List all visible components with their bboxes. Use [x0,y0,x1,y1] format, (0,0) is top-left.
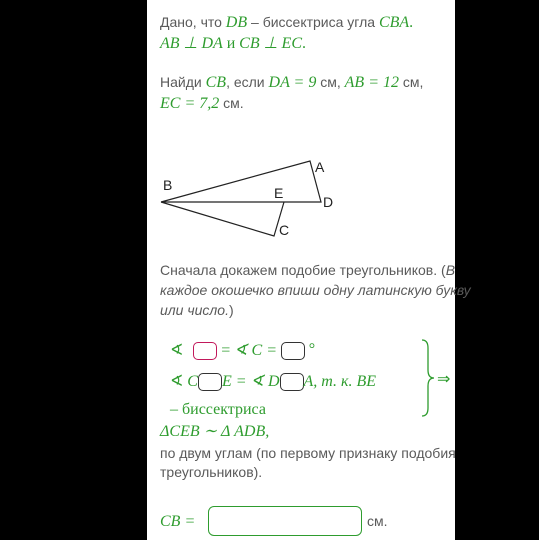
find-unit-1: см, [320,74,341,90]
proof-line-2 [170,371,376,392]
angle-symbol-1: ∢ [170,342,184,359]
angle-input-3[interactable] [280,373,304,391]
find-cb: CB [205,74,227,91]
perp-line [160,33,306,54]
proof-line-1 [170,340,315,361]
triangle-abd [161,161,321,202]
find-if: , если [226,74,265,90]
angle-input-2[interactable] [198,373,222,391]
given-cba: CBA [378,14,410,31]
triangle-ceb [161,202,284,236]
instruction-italic-3: или число. [160,302,229,318]
implies-symbol: ⇒ [437,371,451,388]
instruction-line-1 [160,260,455,280]
instruction-line-2: каждое окошечко впиши одну латинскую букву [160,282,471,298]
label-d: D [323,194,334,210]
implies-arrow [437,369,450,390]
find-unit-2: см, [402,74,424,90]
proof-line-3 [170,399,266,420]
perp-dot: . [301,35,306,52]
answer-input[interactable] [208,506,362,536]
angle-c-eq: ∢ C = [234,342,277,359]
angle-e-eq: E = ∢ D [221,373,280,390]
find-prefix: Найди [160,74,202,90]
find-da: DA = 9 [268,74,317,91]
find-line-2 [160,93,244,114]
label-e: E [274,185,284,201]
bisector-text: – биссектриса [170,401,266,418]
given-db: DB [225,14,248,31]
perp-and: и [226,35,236,52]
given-prefix: Дано, что [160,14,222,30]
find-unit-3: см. [223,95,244,111]
degree-symbol: ° [308,341,316,358]
answer-unit: см. [367,513,388,529]
angle-input-1[interactable] [193,342,217,360]
perp-ab-da: AB ⊥ DA [160,35,223,52]
given-bisector-text: – биссектриса угла [251,14,376,30]
instruction-line-3 [160,300,234,320]
angle-c-letter: C [187,373,198,390]
perp-cb-ec: CB ⊥ EC [239,35,302,52]
given-line [160,12,413,33]
answer-label-line [160,511,195,532]
answer-label: CB = [160,513,196,530]
eq-1: = [221,342,231,359]
instruction-italic-1: В [445,262,456,278]
label-a: A [315,159,325,175]
instruction-close: ) [228,302,234,318]
instruction-main: Сначала докажем подобие треугольников. ( [160,262,446,278]
angle-a-reason: A, т. к. BE [303,373,377,390]
given-dot: . [409,14,414,31]
right-brace [420,338,436,418]
angle-symbol-2: ∢ [170,373,184,390]
label-c: C [279,222,290,238]
reason-line-2: треугольников). [160,464,263,480]
similar-line [160,421,269,442]
triangle-figure [155,150,355,245]
find-line [160,72,423,93]
find-ab: AB = 12 [344,74,399,91]
similar-statement: ΔCEB ∼ Δ ADB, [160,423,270,440]
find-ec: EC = 7,2 [160,95,220,112]
reason-line-1: по двум углам (по первому признаку подобия [160,445,456,461]
angle-c-input[interactable] [281,342,305,360]
label-b: B [163,177,173,193]
